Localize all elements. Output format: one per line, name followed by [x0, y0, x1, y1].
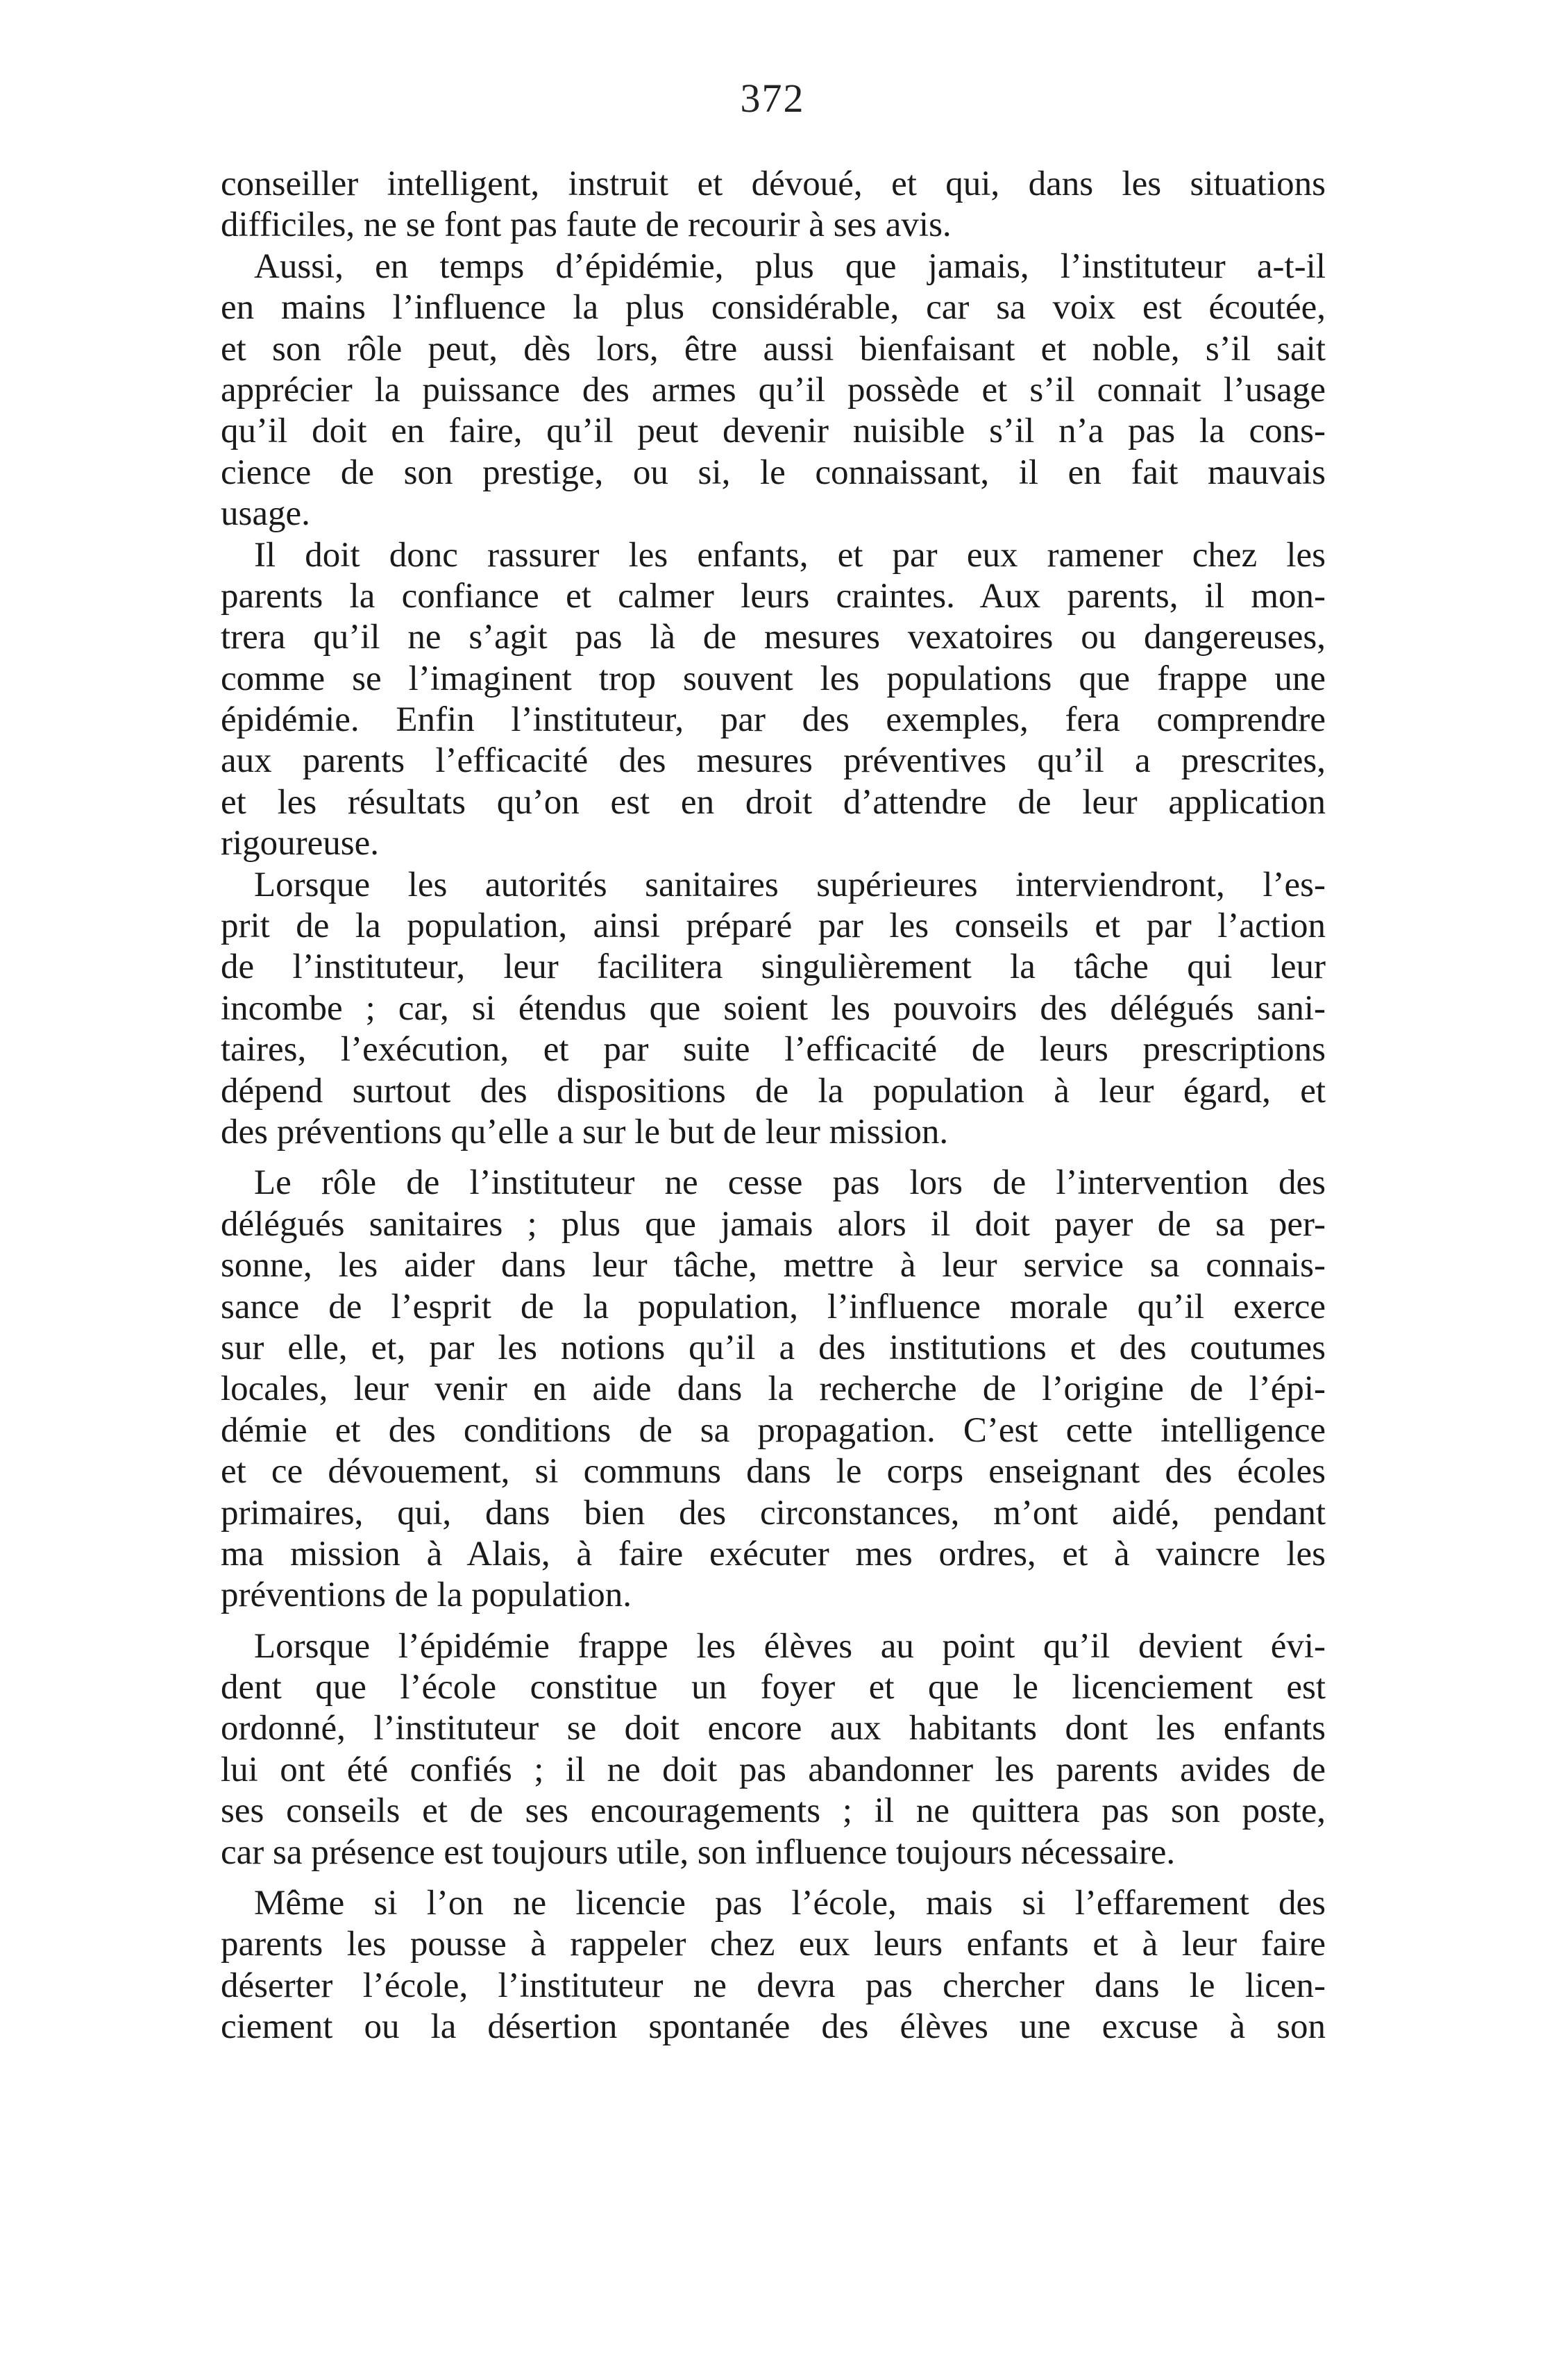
text-line: usage.	[221, 494, 310, 534]
text-line: ciement ou la désertion spontanée des élèves une excuse à son	[221, 2007, 1326, 2047]
text-line: prit de la population, ainsi préparé par les conseils et par l’action	[221, 906, 1326, 946]
paragraph	[221, 865, 1326, 1154]
text-line: sonne, les aider dans leur tâche, mettre à leur service sa connais-	[221, 1246, 1326, 1285]
text-line: en mains l’influence la plus considérable, car sa voix est écoutée,	[221, 288, 1326, 328]
text-line: délégués sanitaires ; plus que jamais alors il doit payer de sa per-	[221, 1204, 1326, 1244]
text-line: ses conseils et de ses encouragements ; il ne quittera pas son poste,	[221, 1791, 1326, 1831]
page-number: 372	[740, 76, 805, 121]
text-line: aux parents l’efficacité des mesures préventives qu’il a prescrites,	[221, 741, 1326, 781]
text-line: et les résultats qu’on est en droit d’attendre de leur application	[221, 782, 1326, 822]
body-text	[221, 164, 1326, 2048]
text-line: locales, leur venir en aide dans la recherche de l’origine de l’épi-	[221, 1369, 1326, 1409]
text-line: primaires, qui, dans bien des circonstances, m’ont aidé, pendant	[221, 1493, 1326, 1533]
paragraph	[221, 1883, 1326, 2048]
text-line: épidémie. Enfin l’instituteur, par des exemples, fera comprendre	[221, 700, 1326, 740]
text-line: Aussi, en temps d’épidémie, plus que jamais, l’instituteur a-t-il	[254, 246, 1326, 286]
text-line: dent que l’école constitue un foyer et que le licenciement est	[221, 1668, 1326, 1707]
text-line: et ce dévouement, si communs dans le corps enseignant des écoles	[221, 1452, 1326, 1492]
text-line: trera qu’il ne s’agit pas là de mesures vexatoires ou dangereuses,	[221, 618, 1326, 657]
text-line: comme se l’imaginent trop souvent les populations que frappe une	[221, 659, 1326, 698]
text-line: taires, l’exécution, et par suite l’efficacité de leurs prescriptions	[221, 1030, 1326, 1070]
text-line: rigoureuse.	[221, 824, 380, 863]
text-line: Lorsque les autorités sanitaires supérieures interviendront, l’es-	[254, 865, 1326, 904]
text-line: déserter l’école, l’instituteur ne devra pas chercher dans le licen-	[221, 1966, 1326, 2005]
text-line: Il doit donc rassurer les enfants, et par eux ramener chez les	[254, 535, 1326, 575]
text-line: incombe ; car, si étendus que soient les pouvoirs des délégués sani-	[221, 988, 1326, 1028]
text-line: cience de son prestige, ou si, le connaissant, il en fait mauvais	[221, 453, 1326, 492]
text-line: et son rôle peut, dès lors, être aussi bienfaisant et noble, s’il sait	[221, 329, 1326, 369]
text-line: Le rôle de l’instituteur ne cesse pas lors de l’intervention des	[254, 1163, 1326, 1203]
text-line: conseiller intelligent, instruit et dévoué, et qui, dans les situations	[221, 164, 1326, 203]
text-line: apprécier la puissance des armes qu’il possède et s’il connait l’usage	[221, 370, 1326, 410]
text-line: ordonné, l’instituteur se doit encore aux habitants dont les enfants	[221, 1709, 1326, 1748]
text-line: sur elle, et, par les notions qu’il a des institutions et des coutumes	[221, 1328, 1326, 1367]
paragraph	[221, 1163, 1326, 1616]
text-line: préventions de la population.	[221, 1576, 632, 1615]
text-line: parents la confiance et calmer leurs craintes. Aux parents, il mon-	[221, 576, 1326, 616]
text-line: des préventions qu’elle a sur le but de leur mission.	[221, 1112, 949, 1151]
paragraph	[221, 535, 1326, 865]
text-line: démie et des conditions de sa propagation. C’est cette intelligence	[221, 1410, 1326, 1450]
text-line: car sa présence est toujours utile, son influence toujours nécessaire.	[221, 1832, 1176, 1872]
text-line: Lorsque l’épidémie frappe les élèves au point qu’il devient évi-	[254, 1626, 1326, 1666]
text-line: sance de l’esprit de la population, l’influence morale qu’il exerce	[221, 1287, 1326, 1326]
text-line: difficiles, ne se font pas faute de recourir à ses avis.	[221, 205, 952, 245]
text-line: dépend surtout des dispositions de la population à leur égard, et	[221, 1071, 1326, 1111]
paragraph-continued	[221, 164, 1326, 246]
paragraph	[221, 246, 1326, 535]
text-line: de l’instituteur, leur facilitera singulièrement la tâche qui leur	[221, 947, 1326, 987]
text-line: parents les pousse à rappeler chez eux leurs enfants et à leur faire	[221, 1925, 1326, 1964]
paragraph	[221, 1626, 1326, 1873]
text-line: lui ont été confiés ; il ne doit pas abandonner les parents avides de	[221, 1750, 1326, 1789]
text-line: ma mission à Alais, à faire exécuter mes ordres, et à vaincre les	[221, 1534, 1326, 1573]
text-line: Même si l’on ne licencie pas l’école, mais si l’effarement des	[254, 1884, 1326, 1923]
text-line: qu’il doit en faire, qu’il peut devenir nuisible s’il n’a pas la cons-	[221, 412, 1326, 451]
